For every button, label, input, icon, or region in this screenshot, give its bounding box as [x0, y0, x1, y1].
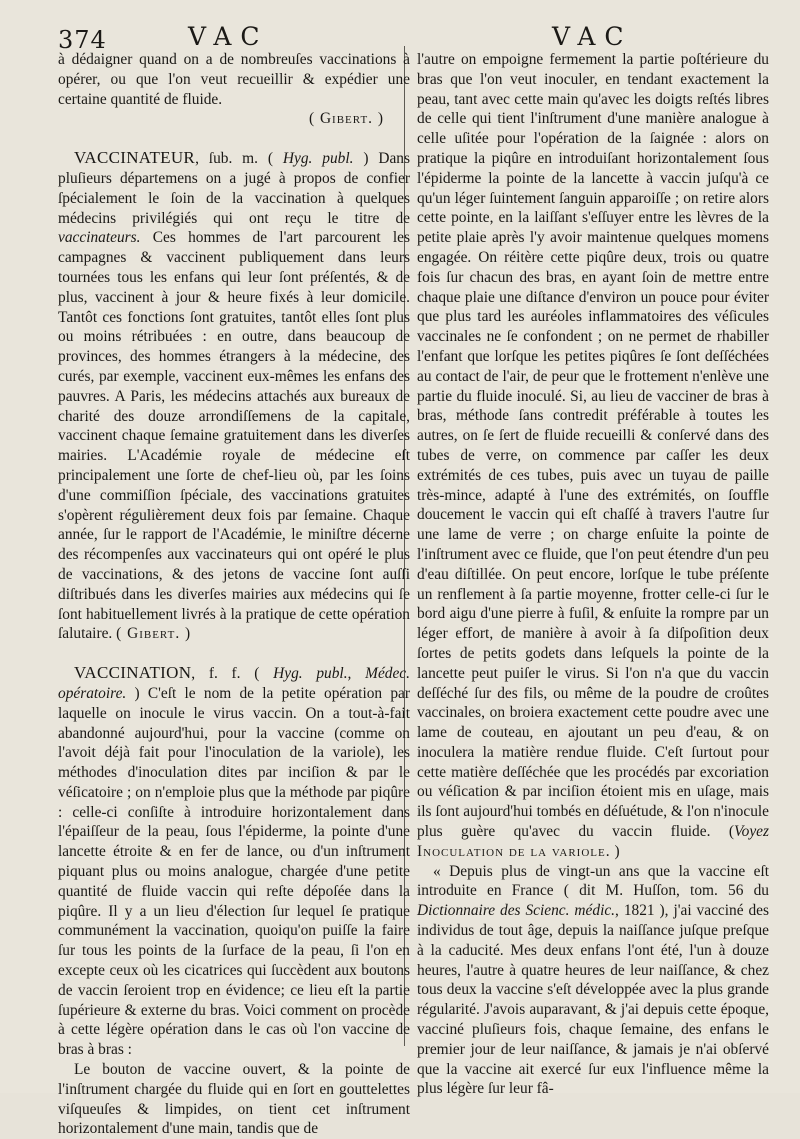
- running-head-left: VAC: [188, 22, 269, 51]
- domain-label: Hyg. publ., Médec. opératoire.: [58, 665, 410, 702]
- left-column: [58, 50, 410, 1139]
- entry-text: ) Dans pluſieurs départemens on a jugé à propos de confier ſpécialement le ſoin de la vaccination à quelques médecins privilégiés qui ont reçu le titre de: [58, 150, 410, 227]
- running-head-right: VAC: [552, 22, 633, 51]
- italic-term: vaccinateurs.: [58, 229, 141, 247]
- right-column: [417, 50, 769, 1099]
- continued-paragraph-right: [417, 50, 769, 862]
- cited-work-title: Dictionnaire des Scienc. médic.: [417, 902, 616, 920]
- quote-text: « Depuis plus de vingt-un ans que la vaccine eſt introduite en France ( dit M. Huſſon, tom. 56 du: [417, 862, 769, 900]
- domain-label: Hyg. publ.: [282, 150, 354, 168]
- quotation-paragraph: [417, 862, 769, 1100]
- quote-text: , 1821 ), j'ai vacciné des individus de tout âge, depuis la naiſſance juſque preſque à la caducité. Mes deux enfans l'ont été, l'un à douze heures, l'autre à quatre heures de leur naiſſance, & chez tous deux la vaccine s'eſt développée avec la plus grande régularité. J'avois auparavant, & j'ai depuis cette époque, vacciné pluſieurs fois, chaque ſemaine, des enfans le premier jour de leur naiſſance, & jamais je n'ai obſervé que la vaccine ait exercé ſur eux l'influence même la plus légère ſur leur fâ-: [417, 902, 769, 1098]
- grammar-label: , ſub. m. (: [195, 150, 273, 168]
- headword-vaccination: VACCINATION: [74, 663, 192, 683]
- page-number: 374: [58, 26, 107, 54]
- closing-paren: ): [614, 842, 620, 860]
- entry-text: Ces hommes de l'art parcourent les campagnes & vaccinent publiquement dans leurs tournées tous les enfans qui leur ſont préſentés, & de plus, vaccinent à jour & heure fixés à leur domicile. Tantôt ces fonctions ſont gratuites, tantôt elles ſont plus ou moins rétribuées : en outre, dans beaucoup de provinces, des hommes étrangers à la médecine, des curés, par exemple, vaccinent eux-mêmes les enfans des pauvres. A Paris, les médecins attachés aux bureaux de charité des douze arrondiſſemens de la capitale, vaccinent chaque ſemaine gratuitement dans les diverſes mairies. L'Académie royale de médecine eſt principalement une ſorte de chef-lieu où, par les ſoins d'une commiſſion ſpéciale, des vaccinations gratuites s'opèrent régulièrement deux fois par ſemaine. Chaque année, ſur le rapport de l'Académie, le miniſtre décerne des récompenſes aux vaccinateurs qui ont opéré le plus de vaccinations, & des jetons de vaccine ſont auſſi diſtribués dans les diverſes mairies aux médecins qui ſe ſont habituellement livrés à la pratique de cette opération ſalutaire.: [58, 229, 410, 643]
- entry-vaccinateur: [58, 148, 410, 644]
- grammar-label: , f. f. (: [191, 665, 260, 683]
- paragraph-text: Le bouton de vaccine ouvert, & la pointe de l'inſtrument chargée du fluide qui en ſort en gouttelettes viſqueuſes & limpides, on tient cet inſtrument horizontalement d'une main, tandis que de: [58, 1061, 410, 1138]
- entry-vaccination: [58, 663, 410, 1060]
- continued-text: à dédaigner quand on a de nombreuſes vaccinations à opérer, ou que l'on veut recueillir & expédier une certaine quantité de fluide.: [58, 51, 410, 108]
- cross-reference: Inoculation de la variole.: [417, 842, 611, 860]
- paragraph-procedure: [58, 1060, 410, 1139]
- signature-gibert-1: ( Gibert. ): [308, 110, 384, 128]
- entry-text: ) C'eſt le nom de la petite opération par laquelle on inocule le virus vaccin. On a tout-à-fait abandonné aujourd'hui, pour la vaccine (comme on l'avoit déjà fait pour l'inoculation de la variole), les méthodes d'inoculation dites par inciſion & par le véſicatoire ; on n'emploie plus que la méthode par piqûre : celle-ci conſiſte à introduire horizontalement dans l'épaiſſeur de la peau, ſous l'épiderme, la pointe d'une lancette étroite & en fer de lance, ou d'un inſtrument piquant plus ou moins analogue, chargée d'une petite quantité de fluide vaccin qui reſte dépoſée dans la piqûre. Il y a un lieu d'élection ſur lequel ſe pratique communément la vaccination, quoiqu'on puiſſe la faire ſur tous les points de la ſurface de la peau, ſi l'on en excepte ceux où les cicatrices qui ſuccèdent aux boutons de vaccin ſeroient trop en évidence; ce lieu eſt la partie ſupérieure & externe du bras. Voici comment on procède à cette légère opération dans le cas où l'on vaccine de bras à bras :: [58, 684, 411, 1059]
- continued-paragraph: [58, 50, 410, 109]
- signature-gibert-2: ( Gibert. ): [116, 625, 192, 643]
- see-also-label: Voyez: [733, 823, 769, 841]
- paragraph-text: l'autre on empoigne fermement la partie poſtérieure du bras que l'on veut inoculer, en tendant exactement la peau, tant avec cette main qu'avec les doigts reſtés libres de celle qui tient l'inſtrument d'une manière analogue à celle uſitée pour l'opération de la ſaignée : alors on pratique la piqûre en introduiſant horizontalement ſous l'épiderme la pointe de la lancette à vaccin juſqu'à ce qu'un léger ſuintement ſanguin apparoiſſe ; on retire alors cette pointe, en la laiſſant s'eſſuyer entre les lèvres de la petite plaie après l'y avoir maintenue quelques momens engagée. On réitère cette piqûre deux, trois ou quatre fois ſur chacun des bras, en ayant ſoin de mettre entre chaque plaie une diſtance d'environ un pouce pour éviter que plus tard les auréoles inflammatoires des véſicules vaccinales ne ſe confondent ; on ne permet de rhabiller l'enfant que lorſque les petites piqûres ſe ſont deſſéchées au contact de l'air, de peur que le frottement n'enlève une partie du fluide inoculé. Si, au lieu de vacciner de bras à bras, méthode ſans contredit préférable à toutes les autres, on ſe ſert de fluide recueilli & conſervé dans des tubes de verre, on commence par caſſer les deux extrémités de ces tubes, puis avec un tuyau de paille très-mince, adapté à l'une des extrémités, on ſouffle doucement le vaccin qui eſt chaſſé à travers l'autre ſur une lame de verre ; on charge enſuite la pointe de l'inſtrument avec ce fluide, que l'on peut étendre d'un peu d'eau diſtillée. On peut encore, lorſque le tube préſente un renflement à ſa partie moyenne, frotter celle-ci ſur le bord aigu d'une pierre à fuſil, & enſuite la rompre par un léger effort, de manière à avoir à ſa diſpoſition deux ſortes de petits godets dans leſquels la pointe de la lancette peut puiſer le virus. Si l'on n'a que du vaccin deſſéché ſur des fils, ou même de la poudre de croûtes vaccinales, on broiera exactement cette poudre avec une lame de couteau, en ajoutant un peu d'eau, & on inoculera la matière rendue fluide. C'eſt ſurtout pour cette matière deſſéchée que les procédés par excoriation ou véſication & par inciſion étoient mis en uſage, mais ils ſont aujourd'hui tombés en déſuétude, & l'on n'inocule plus guère qu'avec du vaccin fluide. (: [417, 51, 769, 841]
- headword-vaccinateur: VACCINATEUR: [74, 148, 196, 168]
- page-header: [0, 18, 800, 54]
